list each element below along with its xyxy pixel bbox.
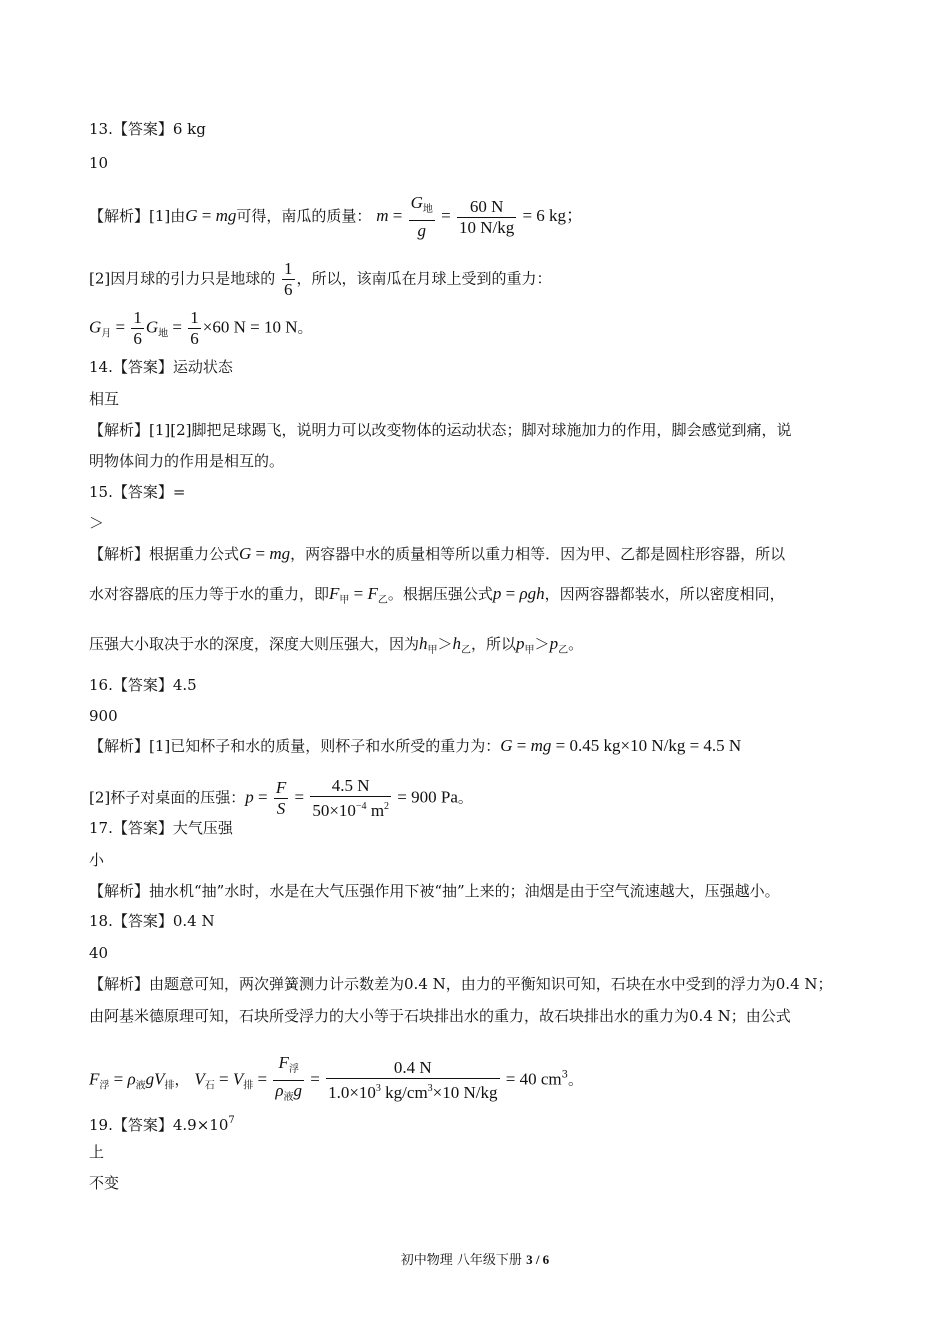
- q16-analysis-2: [2]杯子对桌面的压强：p = $\frac{F}{S}$ = $\frac{4.5 N}{50\times 10^{-4} m^2}$ = 900 Pa。: [89, 776, 473, 820]
- q15-answer: 15.【答案】=: [89, 483, 186, 501]
- q13-one-sixth: $\frac{1}{6}$: [284, 259, 293, 299]
- q13-analysis-1: 【解析】[1]由G = mg可得，南瓜的质量： m = $\frac{G_地}{g}$ = $\frac{60 N}{10 N/kg}$ = 6 kg；: [89, 193, 584, 240]
- q18-analysis-3: $F_浮 = \rho_液gV_排$， $V_石 = V_排$ = $\frac{F_浮}{\rho_液g}$ = $\frac{0.4 N}{1.0\times 10^3 kg/cm^3\times 10 N/kg}$ = 40 $cm^3$。: [89, 1053, 583, 1108]
- q13-analysis-3: $G_月$ = $\frac{1}{6}$ $G_地$ = $\frac{1}{6}$ ×60 N = 10 N。: [89, 308, 313, 348]
- q18-fraction-1: $\frac{F_浮}{\rho_液g}$: [275, 1053, 302, 1103]
- q18-analysis-2: 由阿基米德原理可知，石块所受浮力的大小等于石块排出水的重力，故石块排出水的重力为0.4 N；由公式: [89, 1007, 791, 1025]
- q13-one-sixth-2: $\frac{1}{6}$: [133, 308, 142, 348]
- q18-fraction-2: $\frac{0.4 N}{1.0\times 10^3 kg/cm^3\times 10 N/kg}$: [328, 1058, 498, 1102]
- q13-fraction-2: $\frac{60 N}{10 N/kg}$: [458, 196, 515, 237]
- q16-answer: 16.【答案】4.5: [89, 676, 197, 694]
- q15-analysis-2: 水对容器底的压力等于水的重力，即$F_甲 = F_乙$。根据压强公式p = ρgh，因两容器都装水，所以密度相同，: [89, 584, 785, 606]
- q19-answer: 19.【答案】$4.9\times 10^7$: [89, 1115, 235, 1134]
- q16-fraction-2: $\frac{4.5 N}{50\times 10^{-4} m^2}$: [312, 776, 390, 820]
- q19-answer-2: 上: [89, 1143, 105, 1161]
- q14-analysis-2: 明物体间力的作用是相互的。: [89, 452, 285, 470]
- q13-analysis-2: [2]因月球的引力只是地球的 $\frac{1}{6}$ ，所以，该南瓜在月球上受到的重力：: [89, 259, 552, 299]
- q16-fraction-1: $\frac{F}{S}$: [275, 778, 287, 818]
- q18-analysis-1: 【解析】由题意可知，两次弹簧测力计示数差为0.4 N，由力的平衡知识可知，石块在水中受到的浮力为0.4 N；: [89, 975, 833, 993]
- q13-one-sixth-3: $\frac{1}{6}$: [190, 308, 199, 348]
- q13-answer: 13.【答案】6 kg: [89, 120, 206, 138]
- q18-answer-2: 40: [89, 944, 109, 962]
- page-footer: 初中物理 八年级下册 3 / 6: [400, 1252, 550, 1268]
- page-number: 3 / 6: [526, 1252, 550, 1267]
- q14-answer-2: 相互: [89, 390, 120, 408]
- q13-fraction-1: $\frac{G_地}{g}$: [410, 193, 433, 240]
- q19-answer-3: 不变: [89, 1174, 120, 1192]
- q16-answer-2: 900: [89, 707, 118, 725]
- q15-analysis-1: 【解析】根据重力公式G = mg，两容器中水的质量相等所以重力相等．因为甲、乙都是圆柱形容器，所以: [89, 544, 786, 563]
- q17-answer-2: 小: [89, 851, 105, 869]
- q14-answer: 14.【答案】运动状态: [89, 358, 233, 376]
- q15-analysis-3: 压强大小取决于水的深度，深度大则压强大，因为$h_甲>h_乙$，所以$p_甲>p_乙$。: [89, 634, 584, 656]
- q14-analysis-1: 【解析】[1][2]脚把足球踢飞，说明力可以改变物体的运动状态；脚对球施加力的作用，脚会感觉到痛，说: [89, 421, 792, 439]
- q17-analysis: 【解析】抽水机“抽”水时，水是在大气压强作用下被“抽”上来的；油烟是由于空气流速越大，压强越小。: [89, 882, 780, 900]
- q18-answer: 18.【答案】0.4 N: [89, 912, 215, 930]
- q15-answer-2: ＞: [89, 514, 105, 532]
- q16-analysis-1: 【解析】[1]已知杯子和水的质量，则杯子和水所受的重力为：G = mg = 0.45 kg×10 N/kg = 4.5 N: [89, 736, 742, 755]
- q17-answer: 17.【答案】大气压强: [89, 819, 233, 837]
- q13-answer-2: 10: [89, 154, 109, 172]
